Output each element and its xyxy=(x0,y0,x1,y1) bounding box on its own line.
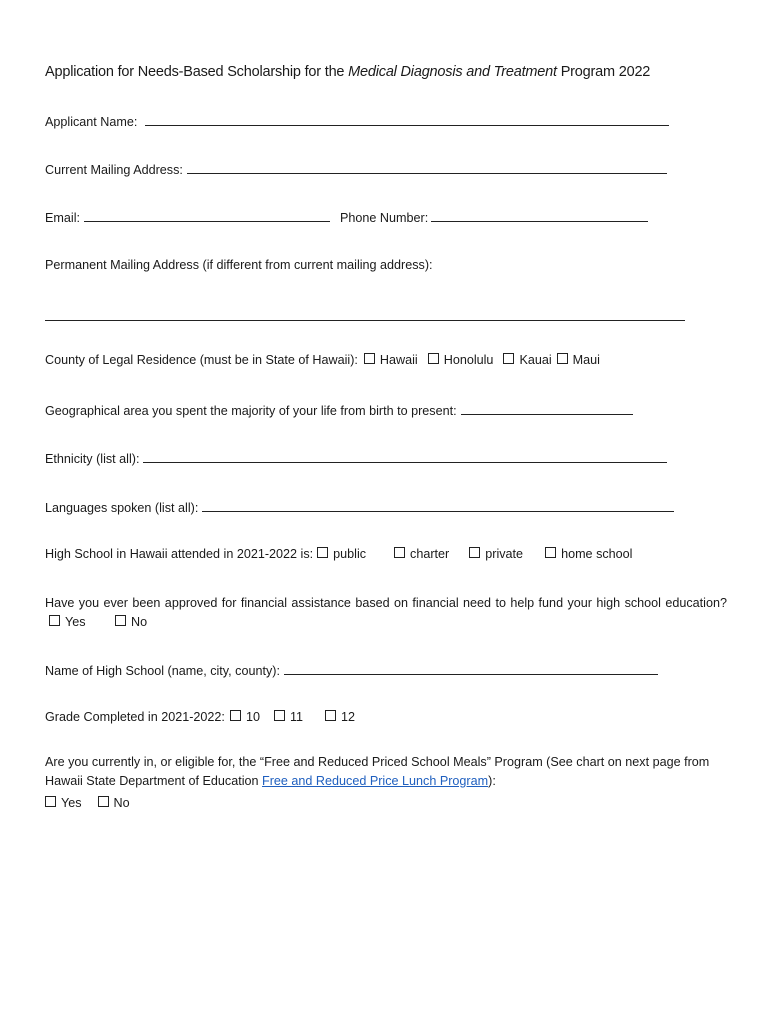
checkbox-icon[interactable] xyxy=(503,353,514,364)
county-row xyxy=(45,353,608,367)
checkbox-icon[interactable] xyxy=(394,547,405,558)
financial-assist-question: Have you ever been approved for financial assistance based on financial need to help fund your high school education? xyxy=(45,596,727,610)
checkbox-icon[interactable] xyxy=(545,547,556,558)
title-program: Medical Diagnosis and Treatment xyxy=(348,64,557,80)
checkbox-icon[interactable] xyxy=(428,353,439,364)
geo-area-label: Geographical area you spent the majority of your life from birth to present: xyxy=(45,404,457,418)
grade-option-10[interactable]: 10 xyxy=(230,710,260,724)
languages-label: Languages spoken (list all): xyxy=(45,501,199,515)
applicant-name-label: Applicant Name: xyxy=(45,115,138,129)
grade-option-11[interactable]: 11 xyxy=(274,710,303,724)
high-school-type-row xyxy=(45,547,640,561)
high-school-name-label: Name of High School (name, city, county): xyxy=(45,664,280,678)
geo-area-field[interactable] xyxy=(461,402,633,415)
checkbox-icon[interactable] xyxy=(364,353,375,364)
checkbox-icon[interactable] xyxy=(469,547,480,558)
county-option-hawaii[interactable]: Hawaii xyxy=(364,353,418,367)
ethnicity-field[interactable] xyxy=(143,450,667,463)
county-label: County of Legal Residence (must be in State of Hawaii): xyxy=(45,353,358,367)
current-address-label: Current Mailing Address: xyxy=(45,163,183,177)
checkbox-icon[interactable] xyxy=(115,615,126,626)
form-title xyxy=(45,64,650,80)
meals-question-end: ): xyxy=(488,774,496,788)
email-label: Email: xyxy=(45,211,80,225)
ethnicity-row xyxy=(45,450,667,466)
checkbox-icon[interactable] xyxy=(45,796,56,807)
languages-field[interactable] xyxy=(202,499,674,512)
meals-options-row xyxy=(45,796,138,810)
county-option-kauai[interactable]: Kauai xyxy=(503,353,551,367)
financial-option-yes[interactable]: Yes xyxy=(49,613,86,632)
school-option-charter[interactable]: charter xyxy=(394,547,449,561)
ethnicity-label: Ethnicity (list all): xyxy=(45,452,140,466)
checkbox-icon[interactable] xyxy=(230,710,241,721)
grade-option-12[interactable]: 12 xyxy=(325,710,355,724)
school-option-home-school[interactable]: home school xyxy=(545,547,632,561)
high-school-name-field[interactable] xyxy=(284,662,658,675)
meals-option-yes[interactable]: Yes xyxy=(45,796,82,810)
meals-question xyxy=(45,753,725,791)
permanent-address-row xyxy=(45,258,433,272)
email-phone-row xyxy=(45,209,648,225)
checkbox-icon[interactable] xyxy=(274,710,285,721)
high-school-type-label: High School in Hawaii attended in 2021-2022 is: xyxy=(45,547,314,561)
phone-label: Phone Number: xyxy=(340,211,429,225)
checkbox-icon[interactable] xyxy=(98,796,109,807)
title-suffix: Program 2022 xyxy=(556,64,651,80)
permanent-address-label: Permanent Mailing Address (if different from current mailing address): xyxy=(45,258,433,272)
title-prefix: Application for Needs-Based Scholarship for the xyxy=(45,64,349,80)
applicant-name-row xyxy=(45,113,669,129)
high-school-name-row xyxy=(45,662,658,678)
checkbox-icon[interactable] xyxy=(317,547,328,558)
financial-assist-block xyxy=(45,594,727,632)
school-option-public[interactable]: public xyxy=(317,547,366,561)
permanent-address-field[interactable] xyxy=(45,320,685,321)
checkbox-icon[interactable] xyxy=(325,710,336,721)
county-option-maui[interactable]: Maui xyxy=(557,353,600,367)
school-option-private[interactable]: private xyxy=(469,547,523,561)
meals-program-link[interactable]: Free and Reduced Price Lunch Program xyxy=(262,774,489,788)
geo-area-row xyxy=(45,402,633,418)
current-address-row xyxy=(45,161,667,177)
financial-option-no[interactable]: No xyxy=(115,613,147,632)
county-option-honolulu[interactable]: Honolulu xyxy=(428,353,494,367)
grade-label: Grade Completed in 2021-2022: xyxy=(45,710,225,724)
languages-row xyxy=(45,499,674,515)
current-address-field[interactable] xyxy=(187,161,667,174)
meals-question-text: Are you currently in, or eligible for, the “Free and Reduced Priced School Meals” Program (See chart on next page from Hawaii State Department of Education xyxy=(45,755,710,788)
email-field[interactable] xyxy=(84,209,330,222)
phone-field[interactable] xyxy=(431,209,648,222)
applicant-name-field[interactable] xyxy=(145,113,669,126)
checkbox-icon[interactable] xyxy=(557,353,568,364)
grade-row xyxy=(45,710,363,724)
checkbox-icon[interactable] xyxy=(49,615,60,626)
meals-option-no[interactable]: No xyxy=(98,796,130,810)
